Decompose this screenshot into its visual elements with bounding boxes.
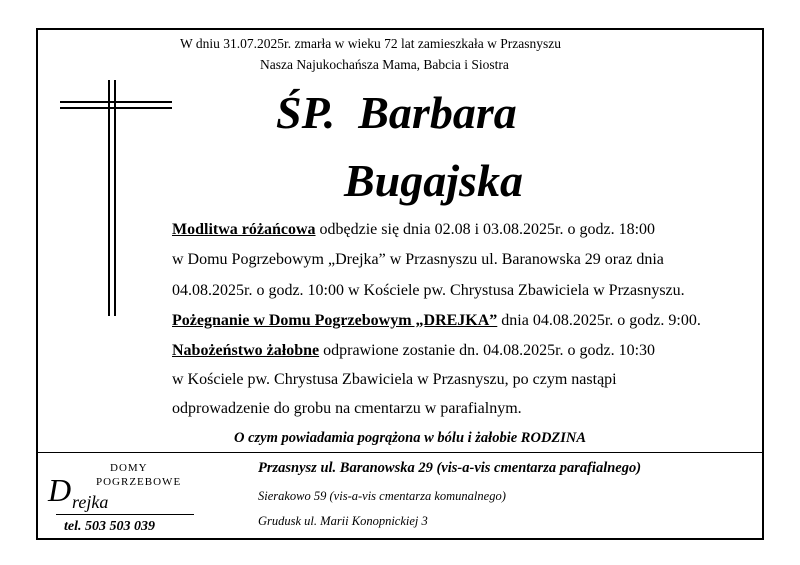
rosary-label: Modlitwa różańcowa [172, 221, 316, 238]
phone-number: tel. 503 503 039 [64, 519, 155, 534]
farewell-label: Pożegnanie w Domu Pogrzebowym „DREJKA” [172, 312, 498, 329]
body-line-6: w Kościele pw. Chrystusa Zbawiciela w Przasnyszu, po czym nastąpi [172, 371, 617, 388]
farewell-line [172, 312, 701, 330]
mass-text: odprawione zostanie dn. 04.08.2025r. o godz. 10:30 [319, 342, 656, 359]
intro-line-1: W dniu 31.07.2025r. zmarła w wieku 72 lat zamieszkała w Przasnyszu [180, 36, 562, 51]
drejka-logo [44, 460, 204, 536]
address-primary: Przasnysz ul. Baranowska 29 (vis-a-vis cmentarza parafialnego) [258, 460, 642, 476]
mass-line [172, 342, 655, 360]
logo-brand-initial: D [48, 472, 72, 508]
logo-underline [56, 514, 194, 515]
address-tertiary: Grudusk ul. Marii Konopnickiej 3 [258, 514, 428, 528]
farewell-text: dnia 04.08.2025r. o godz. 9:00. [497, 312, 701, 329]
rosary-text: odbędzie się dnia 02.08 i 03.08.2025r. o godz. 18:00 [315, 221, 656, 238]
body-line-7: odprowadzenie do grobu na cmentarzu w parafialnym. [172, 400, 522, 417]
closing-line: O czym powiadamia pogrążona w bólu i żałobie RODZINA [234, 430, 587, 446]
body-line-3: 04.08.2025r. o godz. 10:00 w Kościele pw. Chrystusa Zbawiciela w Przasnyszu. [172, 282, 685, 299]
logo-brand-rest: rejka [72, 492, 109, 512]
intro-line-2: Nasza Najukochańsza Mama, Babcia i Siostra [260, 57, 509, 72]
body-line-2: w Domu Pogrzebowym „Drejka” w Przasnyszu ul. Baranowska 29 oraz dnia [172, 251, 664, 268]
deceased-name-line-1: ŚP. Barbara [276, 87, 517, 138]
address-secondary: Sierakowo 59 (vis-a-vis cmentarza komunalnego) [258, 489, 506, 503]
logo-text-top: DOMY [110, 462, 148, 474]
deceased-name-line-2: Bugajska [344, 155, 523, 206]
footer-divider [38, 452, 762, 453]
logo-text-middle: POGRZEBOWE [96, 476, 182, 488]
mass-label: Nabożeństwo żałobne [172, 342, 320, 359]
rosary-line [172, 221, 655, 239]
